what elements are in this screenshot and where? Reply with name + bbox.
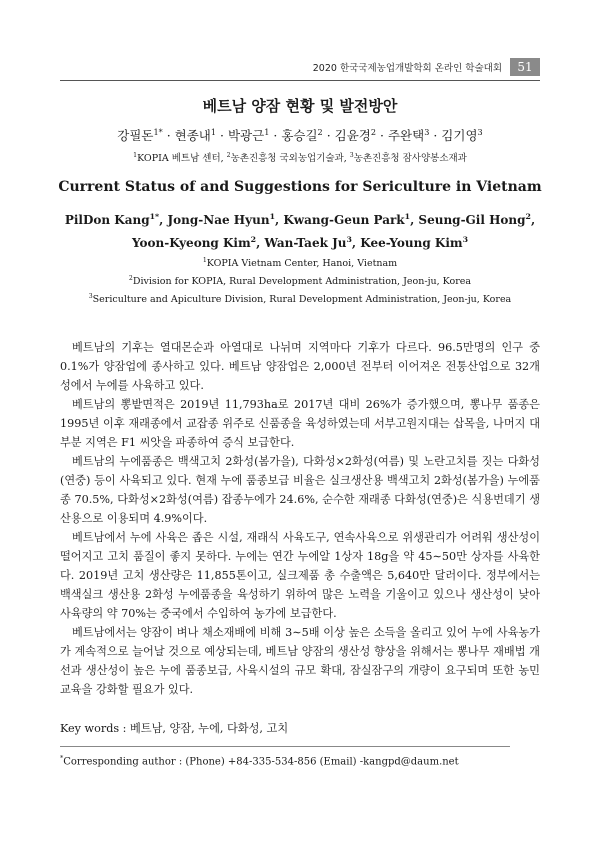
header-rule (60, 80, 540, 81)
english-authors-line-1: PilDon Kang$^{1*}$, Jong-Nae Hyun$^1$, Kwang-Geun Park$^1$, Seung-Gil Hong$^2$, (64, 212, 536, 227)
author: Seung-Gil Hong (418, 213, 526, 227)
abstract-paragraph: 베트남의 기후는 열대몬순과 아열대로 나뉘며 지역마다 기후가 다르다. 96.5만명의 인구 중 0.1%가 양잠업에 종사하고 있다. 베트남 양잠업은 2,000년 전부터 이어져온 전통산업으로 32개성에서 누에를 사육하고 있다. (60, 341, 540, 392)
author: Wan-Taek Ju (264, 236, 347, 250)
english-affiliation-1: $^1$KOPIA Vietnam Center, Hanoi, Vietnam (202, 257, 398, 270)
author: Yoon-Kyeong Kim (131, 236, 251, 250)
author: Jong-Nae Hyun (167, 213, 270, 227)
abstract-paragraph: 베트남에서 누에 사육은 좁은 시설, 재래식 사육도구, 연속사육으로 위생관리가 어려워 생산성이 떨어지고 고치 품질이 좋지 못하다. 누에는 연간 누에알 1상자 18g을 약 45∼50만 상자를 사육한다. 2019년 고치 생산량은 11,855톤이고, 실크제품 총 수출액은 5,640만 달러이다. 정부에서는 백색실크 생산용 2화성 누에품종을 육성하기 위하여 많은 노력을 기울이고 있으나 생산성이 낮아 사육량의 약 70%는 중국에서 수입하여 농가에 보급한다. (60, 531, 540, 620)
affiliation: KOPIA 베트남 센터, (137, 153, 227, 164)
english-authors-line-2: Yoon-Kyeong Kim$^2$, Wan-Taek Ju$^3$, Kee-Young Kim$^3$ (131, 235, 469, 250)
abstract-paragraph: 베트남에서는 양잠이 벼나 채소재배에 비해 3∼5배 이상 높은 소득을 올리고 있어 누에 사육농가가 계속적으로 늘어날 것으로 예상되는데, 베트남 양잠의 생산성 향상을 위해서는 뽕나무 재배법 개선과 생산성이 높은 누에 품종보급, 사육시설의 규모 확대, 잠실잠구의 개량이 요구되며 또한 농민교육을 강화할 필요가 있다. (60, 626, 540, 696)
author: 강필돈 (117, 128, 154, 143)
abstract-paragraph: 베트남의 뽕밭면적은 2019년 11,793ha로 2017년 대비 26%가 증가했으며, 뽕나무 품종은 1995년 이후 재래종에서 교잡종 위주로 신품종을 육성하였는데 서부고원지대는 삽목을, 나머지 대부분 지역은 F1 씨앗을 파종하여 증식 보급한다. (60, 398, 540, 449)
author: Kee-Young Kim (360, 236, 463, 250)
page-number: 51 (510, 58, 540, 76)
english-title: Current Status of and Suggestions for Sericulture in Vietnam (58, 179, 542, 195)
author: 박광근 (227, 128, 265, 143)
english-affiliation-2: $^2$Division for KOPIA, Rural Development Administration, Jeon-ju, Korea (128, 275, 472, 288)
korean-title: 베트남 양잠 현황 및 발전방안 (202, 97, 398, 115)
conference-name: 2020 한국국제농업개발학회 온라인 학술대회 (312, 63, 502, 74)
english-affiliation-3: $^3$Sericulture and Apiculture Division, Rural Development Administration, Jeon-ju, Korea (88, 293, 512, 306)
author: 현종내 (174, 128, 211, 143)
author: 김윤경 (334, 128, 371, 143)
korean-authors: 강필돈$^{1*}$ · 현종내$^1$ · 박광근$^1$ · 홍승길$^2$ · 김윤경$^2$ · 주완택$^3$ · 김기영$^3$ (117, 126, 483, 143)
abstract-paragraph: 베트남의 누에품종은 백색고치 2화성(봄가을), 다화성×2화성(여름) 및 노란고치를 짓는 다화성(연중) 등이 사육되고 있다. 현재 누에 품종보급 비율은 실크생산용 백색고치 2화성(봄가을) 누에품종 70.5%, 다화성×2화성(여름) 잡종누에가 24.6%, 순수한 재래종 다화성(연중)은 식용번데기 생산용으로 이용되며 4.9%이다. (60, 455, 540, 525)
affiliation: 농촌진흥청 잠사양봉소재과 (353, 153, 467, 164)
running-header (313, 58, 540, 76)
footnote-rule (60, 746, 510, 747)
author: 김기영 (441, 128, 478, 143)
author: Kwang-Geun Park (283, 213, 405, 227)
affiliation: 농촌진흥청 국외농업기술과, (230, 153, 350, 164)
author: 주완택 (387, 128, 425, 143)
keywords: Key words : 베트남, 양잠, 누에, 다화성, 고치 (60, 722, 289, 735)
corresponding-author-footnote: *Corresponding author : (Phone) +84-335-534-856 (Email) -kangpd@daum.net (60, 754, 459, 768)
author: PilDon Kang (64, 213, 150, 227)
korean-affiliations: $^1$KOPIA 베트남 센터, $^2$농촌진흥청 국외농업기술과, $^3$농촌진흥청 잠사양봉소재과 (133, 151, 467, 164)
author: 홍승길 (281, 128, 318, 143)
abstract (60, 338, 540, 699)
